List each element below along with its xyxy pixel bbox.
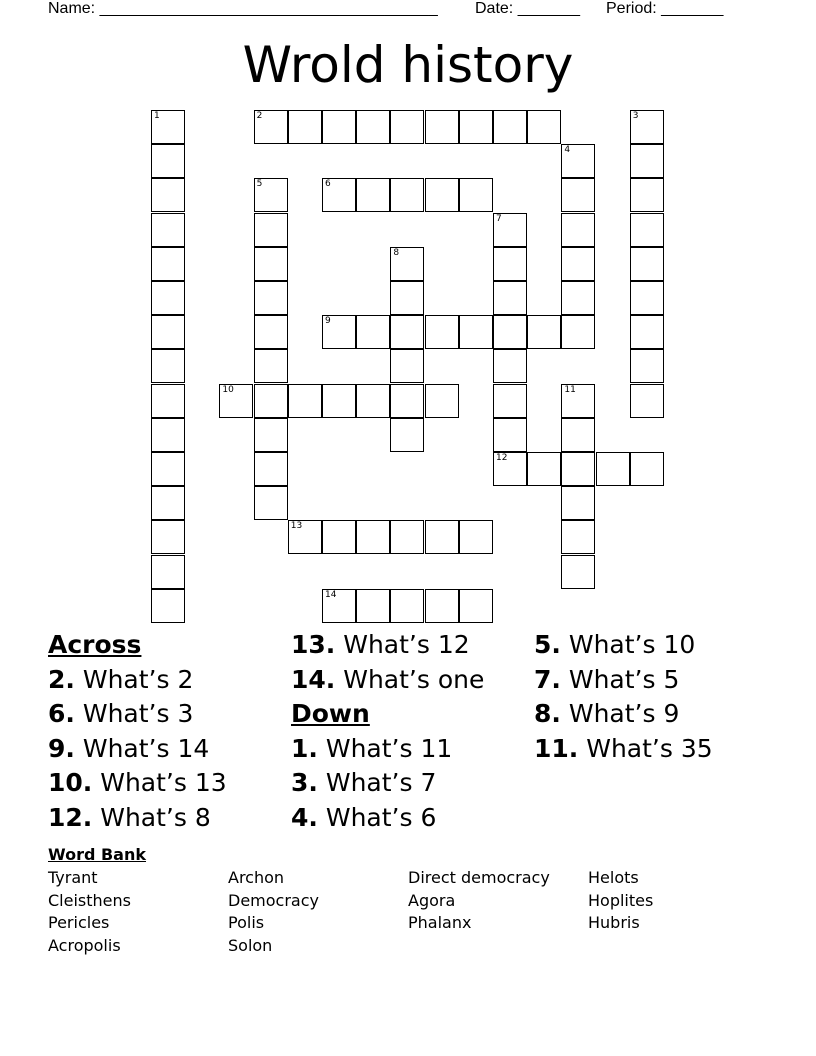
clue-item [534,697,713,732]
clue-number: 1 [154,111,160,121]
clue-number: 14 [325,589,337,600]
grid-cell[interactable] [151,144,185,178]
clue-item-number: 13. [291,630,336,659]
clue-item [534,628,713,663]
clue-item-text: What’s 7 [317,768,437,798]
word-bank-column [48,867,131,957]
grid-cell[interactable] [151,555,185,589]
grid-cell[interactable] [151,110,185,144]
clue-item [48,801,227,836]
grid-cell[interactable] [356,110,390,144]
grid-cell[interactable] [390,349,424,383]
grid-cell[interactable] [254,110,288,144]
grid-cell[interactable] [630,452,664,486]
grid-cell[interactable] [527,315,561,349]
grid-cell[interactable] [459,520,493,554]
grid-cell[interactable] [390,247,424,281]
grid-cell[interactable] [527,452,561,486]
grid-cell[interactable] [561,178,595,212]
clue-number: 10 [222,384,234,395]
grid-cell[interactable] [356,589,390,623]
grid-cell[interactable] [322,315,356,349]
word-bank-column [588,867,653,935]
grid-cell[interactable] [493,315,527,349]
grid-cell[interactable] [390,281,424,315]
grid-cell[interactable] [254,213,288,247]
grid-cell[interactable] [493,247,527,281]
grid-cell[interactable] [493,452,527,486]
word-bank-item: Pericles [48,913,110,933]
grid-cell[interactable] [322,520,356,554]
grid-cell[interactable] [322,178,356,212]
word-bank-column [228,867,319,957]
clue-number: 9 [325,316,331,327]
grid-cell[interactable] [493,281,527,315]
clue-item [48,766,227,801]
word-bank-title: Word Bank [48,845,147,864]
grid-cell[interactable] [425,589,459,623]
clue-item-number: 14. [291,664,336,694]
grid-cell[interactable] [254,452,288,486]
clue-item [291,801,484,836]
grid-cell[interactable] [630,110,664,144]
grid-cell[interactable] [561,213,595,247]
grid-cell[interactable] [322,589,356,623]
clue-item-text: What’s 8 [92,802,211,832]
clue-number: 11 [564,384,576,395]
clue-heading: Down [291,699,370,729]
grid-cell[interactable] [459,110,493,144]
grid-cell[interactable] [493,384,527,418]
grid-cell[interactable] [254,247,288,281]
clue-item-number: 9. [48,733,75,763]
grid-cell[interactable] [151,247,185,281]
grid-cell[interactable] [390,520,424,554]
clue-number: 4 [564,145,571,156]
clue-item [48,732,227,767]
word-bank-item: Hoplites [588,890,654,910]
grid-cell[interactable] [254,418,288,452]
grid-cell[interactable] [561,452,595,486]
grid-cell[interactable] [356,315,390,349]
clue-item-text: What’s 14 [74,733,210,763]
grid-cell[interactable] [151,589,185,623]
grid-cell[interactable] [561,247,595,281]
period-field[interactable]: Period: _______ [606,0,724,17]
grid-cell[interactable] [459,589,493,623]
grid-cell[interactable] [630,247,664,281]
clue-item-number: 11. [534,733,579,763]
grid-cell[interactable] [459,315,493,349]
clue-item-number: 8. [534,699,561,729]
grid-cell[interactable] [493,349,527,383]
grid-cell[interactable] [561,144,595,178]
word-bank-item: Helots [588,868,639,887]
grid-cell[interactable] [630,144,664,178]
grid-cell[interactable] [390,315,424,349]
clue-item [48,697,227,732]
clue-number: 2 [256,111,263,121]
grid-cell[interactable] [288,520,322,554]
clue-item-number: 12. [48,802,93,832]
grid-cell[interactable] [254,486,288,520]
grid-cell[interactable] [254,384,288,418]
grid-cell[interactable] [151,213,185,247]
clue-item-text: What’s one [335,664,485,694]
grid-cell[interactable] [425,384,459,418]
grid-cell[interactable] [630,213,664,247]
date-field[interactable]: Date: _______ [475,0,580,17]
clue-number: 3 [632,111,639,121]
grid-cell[interactable] [151,418,185,452]
grid-cell[interactable] [219,384,253,418]
grid-cell[interactable] [322,110,356,144]
grid-cell[interactable] [288,110,322,144]
grid-cell[interactable] [493,110,527,144]
grid-cell[interactable] [356,178,390,212]
grid-cell[interactable] [630,384,664,418]
name-field[interactable]: Name: ______________________________________ [48,0,438,17]
grid-cell[interactable] [561,486,595,520]
grid-cell[interactable] [630,315,664,349]
grid-cell[interactable] [527,110,561,144]
grid-cell[interactable] [425,178,459,212]
clue-item-text: What’s 11 [317,733,453,763]
word-bank-item: Tyrant [48,868,98,887]
grid-cell[interactable] [151,486,185,520]
grid-cell[interactable] [254,281,288,315]
word-bank-item: Direct democracy [408,868,550,887]
grid-cell[interactable] [151,452,185,486]
student-info-header [48,0,788,20]
grid-cell[interactable] [151,178,185,212]
clue-item-text: What’s 12 [335,630,470,659]
clue-item-text: What’s 10 [560,630,696,659]
clue-item-number: 1. [291,733,318,763]
grid-cell[interactable] [561,384,595,418]
grid-cell[interactable] [151,315,185,349]
grid-cell[interactable] [425,520,459,554]
clues-column-2 [291,628,484,836]
grid-cell[interactable] [561,418,595,452]
clue-item [534,732,713,767]
clue-heading: Across [48,630,142,659]
grid-cell[interactable] [425,315,459,349]
grid-cell[interactable] [561,281,595,315]
grid-cell[interactable] [630,178,664,212]
clue-item-number: 10. [48,768,93,798]
clue-item [291,663,484,698]
grid-cell[interactable] [254,315,288,349]
clue-item [48,663,227,698]
word-bank-item: Democracy [228,890,319,910]
word-bank-item: Phalanx [408,913,472,933]
grid-cell[interactable] [254,178,288,212]
page-title: Wrold history [242,36,574,94]
grid-cell[interactable] [390,110,424,144]
clue-item [534,663,713,698]
grid-cell[interactable] [356,384,390,418]
clue-item-text: What’s 3 [74,699,194,729]
grid-cell[interactable] [288,384,322,418]
grid-cell[interactable] [459,178,493,212]
word-bank-item: Archon [228,868,285,887]
clue-item-number: 2. [48,664,75,694]
grid-cell[interactable] [493,213,527,247]
grid-cell[interactable] [390,418,424,452]
clue-item [291,766,484,801]
word-bank-column [408,867,550,935]
clue-item-number: 3. [291,768,318,798]
word-bank-item: Solon [228,935,273,955]
clue-item-text: What’s 2 [74,664,194,694]
grid-cell[interactable] [630,349,664,383]
clue-item-number: 5. [534,630,561,659]
word-bank-item: Cleisthens [48,890,131,910]
grid-cell[interactable] [151,384,185,418]
grid-cell[interactable] [322,384,356,418]
grid-cell[interactable] [596,452,630,486]
clue-number: 13 [290,521,303,532]
clues-column-3 [534,628,713,766]
clue-item [291,732,484,767]
clues-column-1 [48,628,227,836]
grid-cell[interactable] [561,520,595,554]
clue-item-text: What’s 5 [560,664,680,694]
grid-cell[interactable] [356,520,390,554]
grid-cell[interactable] [561,315,595,349]
word-bank-item: Hubris [588,913,640,933]
clue-item-number: 7. [534,664,561,694]
grid-cell[interactable] [151,281,185,315]
grid-cell[interactable] [151,520,185,554]
clue-number: 8 [393,247,400,258]
clue-item-text: What’s 13 [92,768,227,798]
word-bank-item: Polis [228,913,265,933]
clue-item [291,628,484,663]
grid-cell[interactable] [561,555,595,589]
grid-cell[interactable] [390,589,424,623]
word-bank-item: Agora [408,890,456,910]
grid-cell[interactable] [630,281,664,315]
clue-number: 7 [496,213,502,224]
clue-number: 12 [496,453,508,463]
grid-cell[interactable] [425,110,459,144]
grid-cell[interactable] [390,384,424,418]
clue-item-number: 4. [291,802,318,832]
word-bank-item: Acropolis [48,935,121,955]
clue-item-text: What’s 6 [317,802,437,832]
clue-item-number: 6. [48,699,75,729]
clue-item-text: What’s 9 [560,699,680,729]
grid-cell[interactable] [254,349,288,383]
clue-number: 5 [256,179,263,190]
clue-number: 6 [325,179,331,190]
clue-item-text: What’s 35 [578,733,713,763]
grid-cell[interactable] [151,349,185,383]
grid-cell[interactable] [390,178,424,212]
grid-cell[interactable] [493,418,527,452]
